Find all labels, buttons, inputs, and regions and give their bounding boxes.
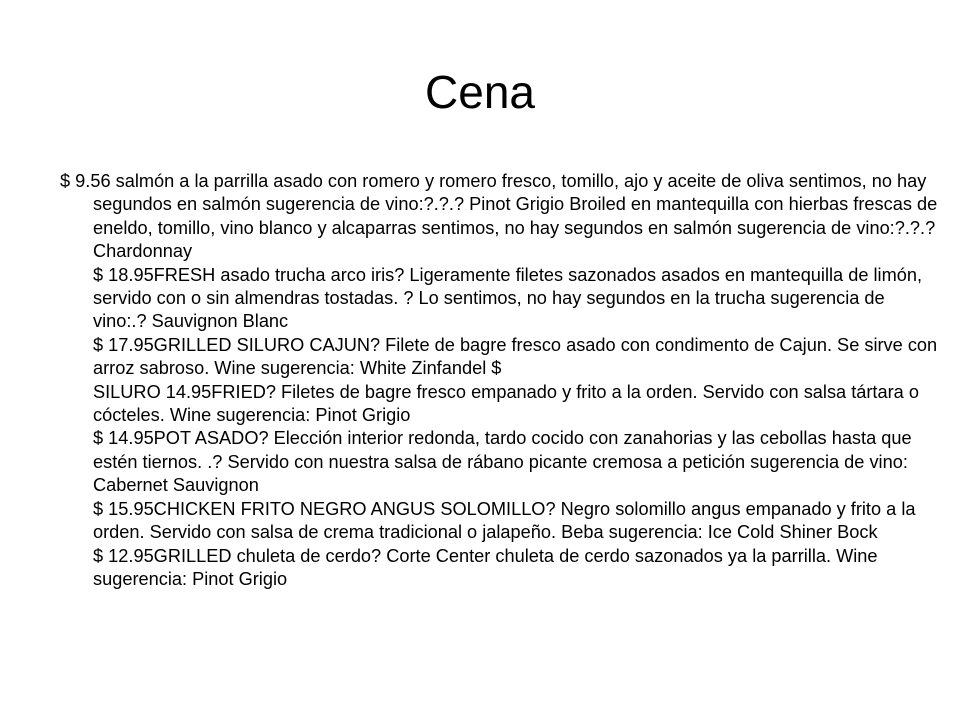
- slide-body-text: $ 9.56 salmón a la parrilla asado con romero y romero fresco, tomillo, ajo y aceite de oliva sentimos, no hay segundos en salmón sugerencia de vino:?.?.? Pinot Grigio Broiled en mantequilla con hierbas frescas de eneldo, tomillo, vino blanco y alcaparras sentimos, no hay segundos en salmón sugerencia de vino:?.?.? Chardonnay $ 18.95FRESH asado trucha arco iris? Ligeramente filetes sazonados asados en mantequilla de limón, servido con o sin almendras tostadas. ? Lo sentimos, no hay segundos en la trucha sugerencia de vino:.? Sauvignon Blanc $ 17.95GRILLED SILURO CAJUN? Filete de bagre fresco asado con condimento de Cajun. Se sirve con arroz sabroso. Wine sugerencia: White Zinfandel $ SILURO 14.95FRIED? Filetes de bagre fresco empanado y frito a la orden. Servido con salsa tártara o cócteles. Wine sugerencia: Pinot Grigio $ 14.95POT ASADO? Elección interior redonda, tardo cocido con zanahorias y las cebollas hasta que estén tiernos. .? Servido con nuestra salsa de rábano picante cremosa a petición sugerencia de vino: Cabernet Sauvignon $ 15.95CHICKEN FRITO NEGRO ANGUS SOLOMILLO? Negro solomillo angus empanado y frito a la orden. Servido con salsa de crema tradicional o jalapeño. Beba sugerencia: Ice Cold Shiner Bock $ 12.95GRILLED chuleta de cerdo? Corte Center chuleta de cerdo sazonados ya la parrilla. Wine sugerencia: Pinot Grigio: [60, 171, 938, 589]
- slide-title: Cena: [425, 66, 535, 118]
